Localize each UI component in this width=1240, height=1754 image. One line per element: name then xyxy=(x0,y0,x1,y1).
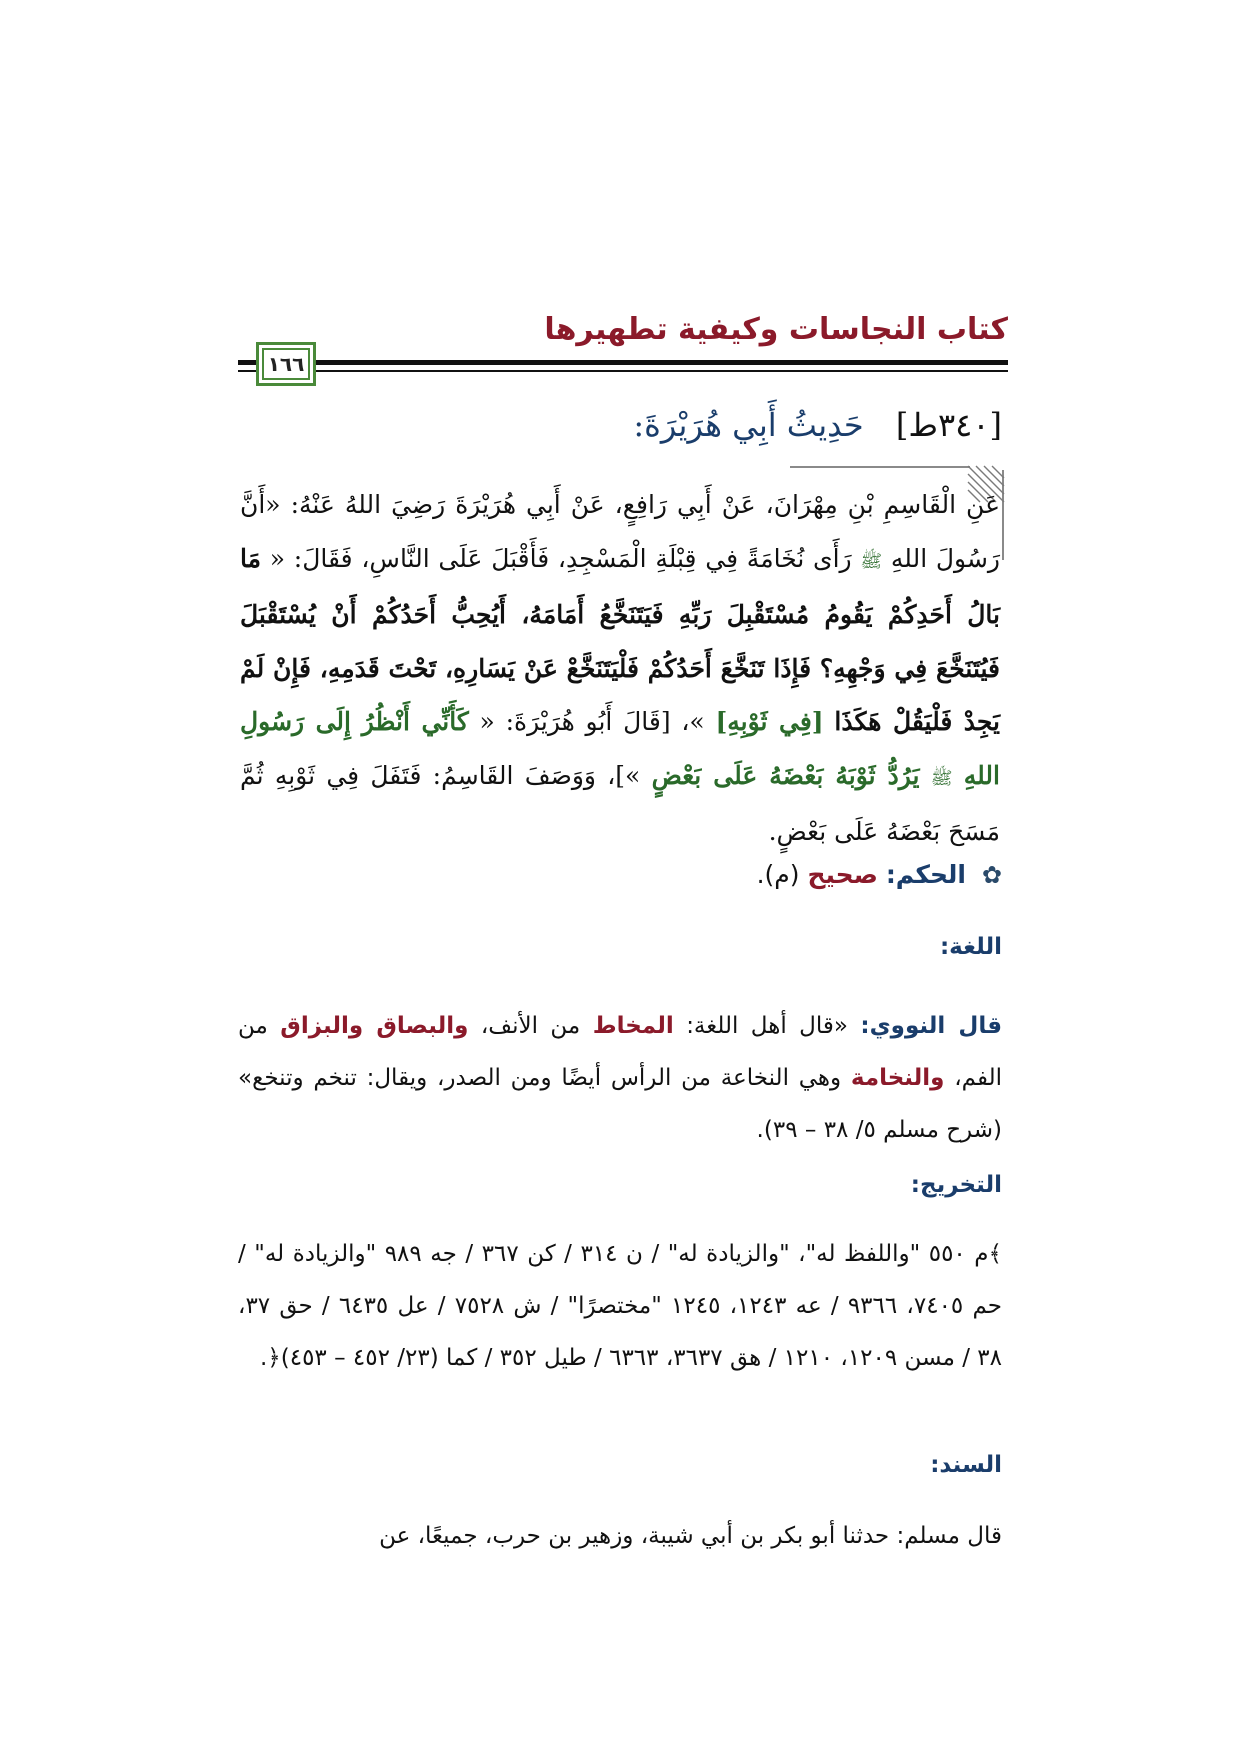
hadith-text xyxy=(240,478,1000,859)
lugha-word-3: والنخامة xyxy=(850,1065,945,1091)
rosette-icon: ✿ xyxy=(981,861,1002,889)
lugha-text-1: «قال أهل اللغة: xyxy=(686,1013,848,1039)
lugha-paragraph xyxy=(238,1000,1002,1156)
lugha-word-1: المخاط xyxy=(592,1013,674,1039)
section-title-takhrij: التخريج: xyxy=(910,1172,1002,1198)
header-rule-thick xyxy=(238,360,1008,365)
salutation-glyph: ﷺ xyxy=(860,550,883,572)
section-title-sanad: السند: xyxy=(930,1452,1002,1478)
section-title-lugha: اللغة: xyxy=(939,934,1002,960)
lugha-word-2: والبصاق والبزاق xyxy=(280,1013,469,1039)
hukm-value: صحيح xyxy=(807,860,878,889)
hukm-label: الحكم: xyxy=(885,860,966,889)
addition-bracket: [فِي ثَوْبِهِ] xyxy=(715,707,824,736)
lugha-text-4: وهي النخاعة من الرأس أيضًا ومن الصدر، ويقال: تنخم وتنخع» (شرح مسلم ٥/ ٣٨ – ٣٩). xyxy=(238,1065,1002,1143)
narrator-intro: »، [قَالَ أَبُو هُرَيْرَةَ: « xyxy=(479,707,705,736)
hadith-heading xyxy=(633,406,1002,444)
hadith-isnad: عَنِ الْقَاسِمِ بْنِ مِهْرَانَ، عَنْ أَبِي رَافِعٍ، عَنْ أَبِي هُرَيْرَةَ رَضِيَ اللهُ عَنْهُ: «أَنَّ رَسُولَ اللهِ xyxy=(240,490,1000,573)
lugha-text-3: من الفم، xyxy=(238,1013,1002,1091)
book-title: كتاب النجاسات وكيفية تطهيرها xyxy=(544,312,1008,347)
page-number: ١٦٦ xyxy=(256,342,316,386)
lugha-text-2: من الأنف، xyxy=(480,1013,581,1039)
prophet-speech: مَا بَالُ أَحَدِكُمْ يَقُومُ مُسْتَقْبِلَ رَبِّهِ فَيَتَنَخَّعُ أَمَامَهُ، أَيُحِبُّ أَحَدُكُمْ أَنْ يُسْتَقْبَلَ فَيُتَنَخَّعَ فِي وَجْهِهِ؟ فَإِذَا تَنَخَّعَ أَحَدُكُمْ فَلْيَتَنَخَّعْ عَنْ يَسَارِهِ، تَحْتَ قَدَمِهِ، فَإِنْ لَمْ يَجِدْ فَلْيَقُلْ هَكَذَا xyxy=(240,543,1001,736)
hukm-suffix: (م). xyxy=(756,860,800,889)
takhrij-paragraph: ﴾م ٥٥٠ "واللفظ له"، "والزيادة له" / ن ٣١٤ / كن ٣٦٧ / جه ٩٨٩ "والزيادة له" / حم ٧٤٠٥، ٩٣٦٦ / عه ١٢٤٣، ١٢٤٥ "مختصرًا" / ش ٧٥٢٨ / عل ٦٤٣٥ / حق ٣٧، ٣٨ / مسن ١٢٠٩، ١٢١٠ / هق ٣٦٣٧، ٦٣٦٣ / طيل ٣٥٢ / كما (٢٣/ ٤٥٢ – ٤٥٣)﴿. xyxy=(238,1241,1003,1371)
narrator-quote-2: إِلَى رَسُولِ اللهِ xyxy=(240,707,1000,790)
narrator-quote-3: يَرُدُّ ثَوْبَهُ بَعْضَهُ عَلَى بَعْضٍ xyxy=(651,760,920,790)
frame-line-top xyxy=(790,466,970,468)
hadith-narration: رَأَى نُخَامَةً فِي قِبْلَةِ الْمَسْجِدِ، فَأَقْبَلَ عَلَى النَّاسِ، فَقَالَ: « xyxy=(269,543,852,573)
hukm-line xyxy=(757,860,1002,889)
page-header xyxy=(238,312,1008,402)
hadith-title: حَدِيثُ أَبِي هُرَيْرَةَ: xyxy=(633,406,864,444)
narrator-quote-1: كَأَنِّي أَنْظُرُ xyxy=(361,707,469,736)
lugha-speaker: قال النووي: xyxy=(860,1013,1003,1039)
sanad-paragraph: قال مسلم: حدثنا أبو بكر بن أبي شيبة، وزهير بن حرب، جميعًا، عن xyxy=(379,1523,1002,1549)
hadith-number: [٣٤٠ط] xyxy=(895,406,1002,444)
header-rule-thin xyxy=(238,370,1008,372)
hadith-ending: »]، وَوَصَفَ القَاسِمُ: فَتَفَلَ فِي ثَوْبِهِ ثُمَّ مَسَحَ بَعْضَهُ عَلَى بَعْضٍ. xyxy=(240,760,1000,846)
salutation-glyph-2: ﷺ xyxy=(930,767,953,789)
